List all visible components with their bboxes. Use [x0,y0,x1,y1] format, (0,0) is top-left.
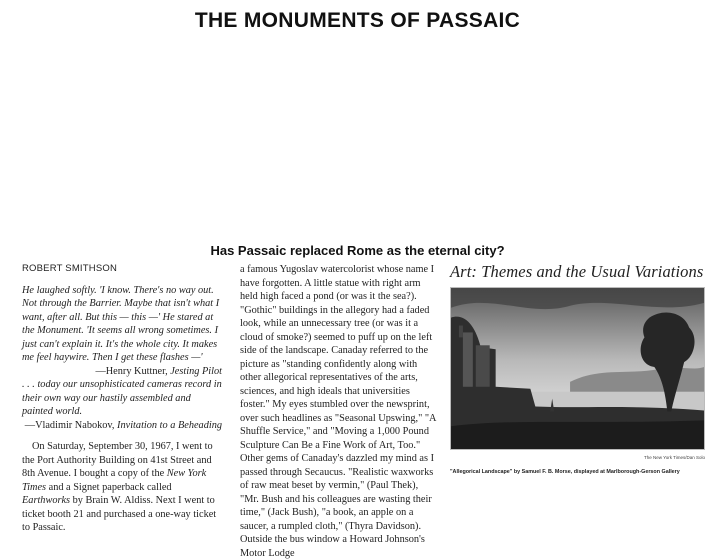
column-middle [240,263,438,560]
art-heading-prefix: Art: [450,262,477,281]
body-nyt: New York Times [22,468,207,493]
allegorical-landscape-painting-icon [450,287,705,450]
column-right [450,263,710,479]
attr-name: —Vladimir Nabokov, [24,419,118,431]
article-subtitle: Has Passaic replaced Rome as the eternal city? [210,243,505,258]
painting-caption: "Allegorical Landscape" by Samuel F. B. Morse, displayed at Marlborough-Gerson Gallery [450,468,680,475]
body-text: and a Signet paperback called [46,481,172,493]
art-heading [450,263,710,281]
attr-work: Jesting Pilot [170,365,222,377]
epigraph-nabokov: . . . today our unsophisticated cameras record in their own way our hastily assembled and painted world. [22,379,222,417]
body-earthworks: Earthworks [22,495,71,506]
body-text: by Brain W. Aldiss. Next I went to ticket booth 21 and purchased a one-way ticket to Passaic. [22,495,217,533]
body-paragraph [22,440,222,535]
photo-credit: The New York Times/Dan Solo [643,455,705,460]
attr-name: —Henry Kuttner, [95,365,171,377]
author-byline: ROBERT SMITHSON [22,263,118,274]
article-title: THE MONUMENTS OF PASSAIC [194,9,521,32]
epigraph-nabokov-attribution [22,419,222,433]
epigraph-kuttner-attribution [22,365,222,379]
column-left [22,262,222,535]
epigraph-kuttner: He laughed softly. 'I know. There's no way out. Not through the Barrier. Maybe that isn't what I want, after all. But this — this —' He stared at the Monument. 'It seems all wrong sometimes. I just can't explain it. It's the whole city. It makes me feel haywire. Then I get these flashes —' [22,284,220,363]
art-heading-rest: Themes and the Usual Variations [476,262,704,281]
body-text: On Saturday, September 30, 1967, I went to the Port Authority Building on 41st Street and 8th Avenue. I bought a copy of the [22,441,213,479]
body-paragraph-middle: a famous Yugoslav watercolorist whose name I have forgotten. A little statue with right arm held high faced a pond (or was it the sea?). "Gothic" buildings in the allegory had a faded look, while an unnecessary tree (or was it a cloud of smoke?) seemed to puff up on the left side of the landscape. Canaday referred to the picture as "standing confidently along with other allegorical representatives of the arts, sciences, and high ideals that universities foster." My eyes stumbled over the newsprint, over such headlines as "Seasonal Upswing," "A Shuffle Service," and "Moving a 1,000 Pound Sculpture Can Be a Fine Work of Art, Too." Other gems of Canaday's dazzled my mind as I passed through Secaucus. "Realistic waxworks of raw meat beset by vermin," (Paul Thek), "Mr. Bush and his colleagues are wasting their time," (Jack Bush), "a book, an apple on a saucer, a rumpled cloth," (Thyra Davidson). Outside the bus window a Howard Johnson's Motor Lodge [240,264,436,559]
attr-work: Invitation to a Beheading [117,419,222,431]
